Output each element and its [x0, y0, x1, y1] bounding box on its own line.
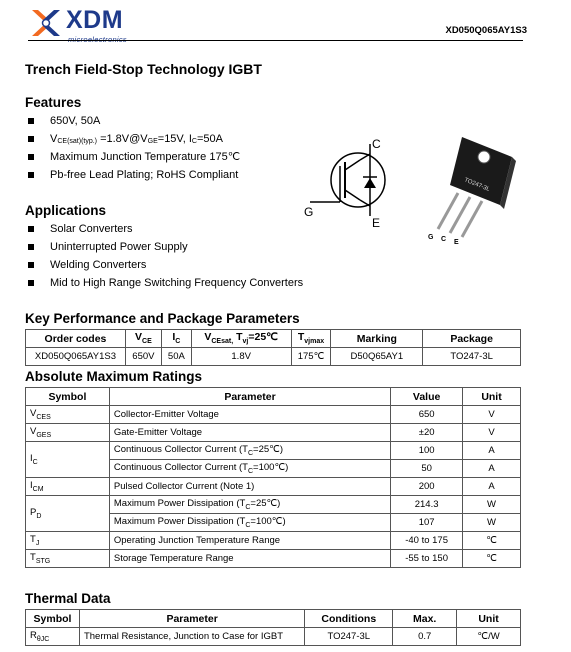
table-row: $V_{GES}$ Gate-Emitter Voltage ±20 V — [26, 424, 521, 442]
list-item: 650V, 50A — [28, 112, 240, 130]
table-row: $V_{CES}$ Collector-Emitter Voltage 650 V — [26, 406, 521, 424]
list-item: Solar Converters — [28, 220, 303, 238]
pin-c-label: C — [441, 236, 447, 243]
header-divider — [28, 40, 523, 41]
thermal-table — [25, 609, 521, 646]
to247-package-icon — [420, 135, 520, 245]
table-row: $I_{CM}$ Pulsed Collector Current (Note 1) 200 A — [26, 478, 521, 496]
applications-heading: Applications — [25, 203, 107, 218]
table-header-row: Order codes $V_{CE}$ $I_C$ $V_{CEsat,}$ $T_{vj}=25℃$ $T_{vjmax}$ Marking Package — [26, 330, 521, 348]
list-item: $V_{CE(sat)(typ.)}$ $=1.8V@V_{GE}=15V$, $I_C=50A$ — [28, 130, 240, 148]
table-header-row: Symbol Parameter Conditions Max. Unit — [26, 610, 521, 628]
collector-label: C — [372, 137, 381, 151]
bullet-icon — [28, 226, 34, 232]
table-row: $T_{STG}$ Storage Temperature Range -55 to 150 ℃ — [26, 550, 521, 568]
table-row: $T_J$ Operating Junction Temperature Range -40 to 175 ℃ — [26, 532, 521, 550]
pin-e-label: E — [454, 239, 459, 245]
bullet-icon — [28, 172, 34, 178]
list-item: Pb-free Lead Plating; RoHS Compliant — [28, 166, 240, 184]
bullet-icon — [28, 262, 34, 268]
table-row: $P_D$ Maximum Power Dissipation $(T_C=25℃)$ 214.3 W — [26, 496, 521, 514]
part-number: XD050Q065AY1S3 — [445, 25, 527, 36]
abs-max-table — [25, 387, 521, 568]
table-row: Continuous Collector Current $(T_C=100℃)$ 50 A — [26, 460, 521, 478]
bullet-icon — [28, 118, 34, 124]
thermal-heading: Thermal Data — [25, 591, 111, 606]
list-item: Welding Converters — [28, 256, 303, 274]
igbt-symbol-icon — [300, 130, 410, 230]
features-heading: Features — [25, 95, 82, 110]
bullet-icon — [28, 280, 34, 286]
table-header-row: Symbol Parameter Value Unit — [26, 388, 521, 406]
pin-g-label: G — [428, 234, 434, 241]
list-item: Maximum Junction Temperature 175℃ — [28, 148, 240, 166]
bullet-icon — [28, 136, 34, 142]
brand-name: XDM — [66, 6, 124, 34]
features-list — [28, 112, 240, 184]
key-params-table — [25, 329, 521, 366]
xdm-logo — [28, 4, 168, 44]
brand-subtitle: microelectronics — [68, 35, 127, 44]
key-params-heading: Key Performance and Package Parameters — [25, 311, 300, 326]
abs-max-heading: Absolute Maximum Ratings — [25, 369, 203, 384]
bullet-icon — [28, 244, 34, 250]
table-row: $R_{\theta JC}$ Thermal Resistance, Junction to Case for IGBT TO247-3L 0.7 ℃/W — [26, 628, 521, 646]
applications-list — [28, 220, 303, 292]
emitter-label: E — [372, 216, 381, 230]
page-title: Trench Field-Stop Technology IGBT — [25, 61, 262, 77]
page-header — [0, 0, 571, 46]
gate-label: G — [304, 205, 314, 219]
table-row: $I_C$ Continuous Collector Current $(T_C=25℃)$ 100 A — [26, 442, 521, 460]
xdm-logo-mark-icon — [28, 6, 64, 40]
package-marking: TO247-3L — [463, 177, 491, 193]
list-item: Uninterrupted Power Supply — [28, 238, 303, 256]
table-row: XD050Q065AY1S3 650V 50A 1.8V 175℃ D50Q65AY1 TO247-3L — [26, 348, 521, 366]
bullet-icon — [28, 154, 34, 160]
list-item: Mid to High Range Switching Frequency Converters — [28, 274, 303, 292]
table-row: Maximum Power Dissipation $(T_C=100℃)$ 107 W — [26, 514, 521, 532]
